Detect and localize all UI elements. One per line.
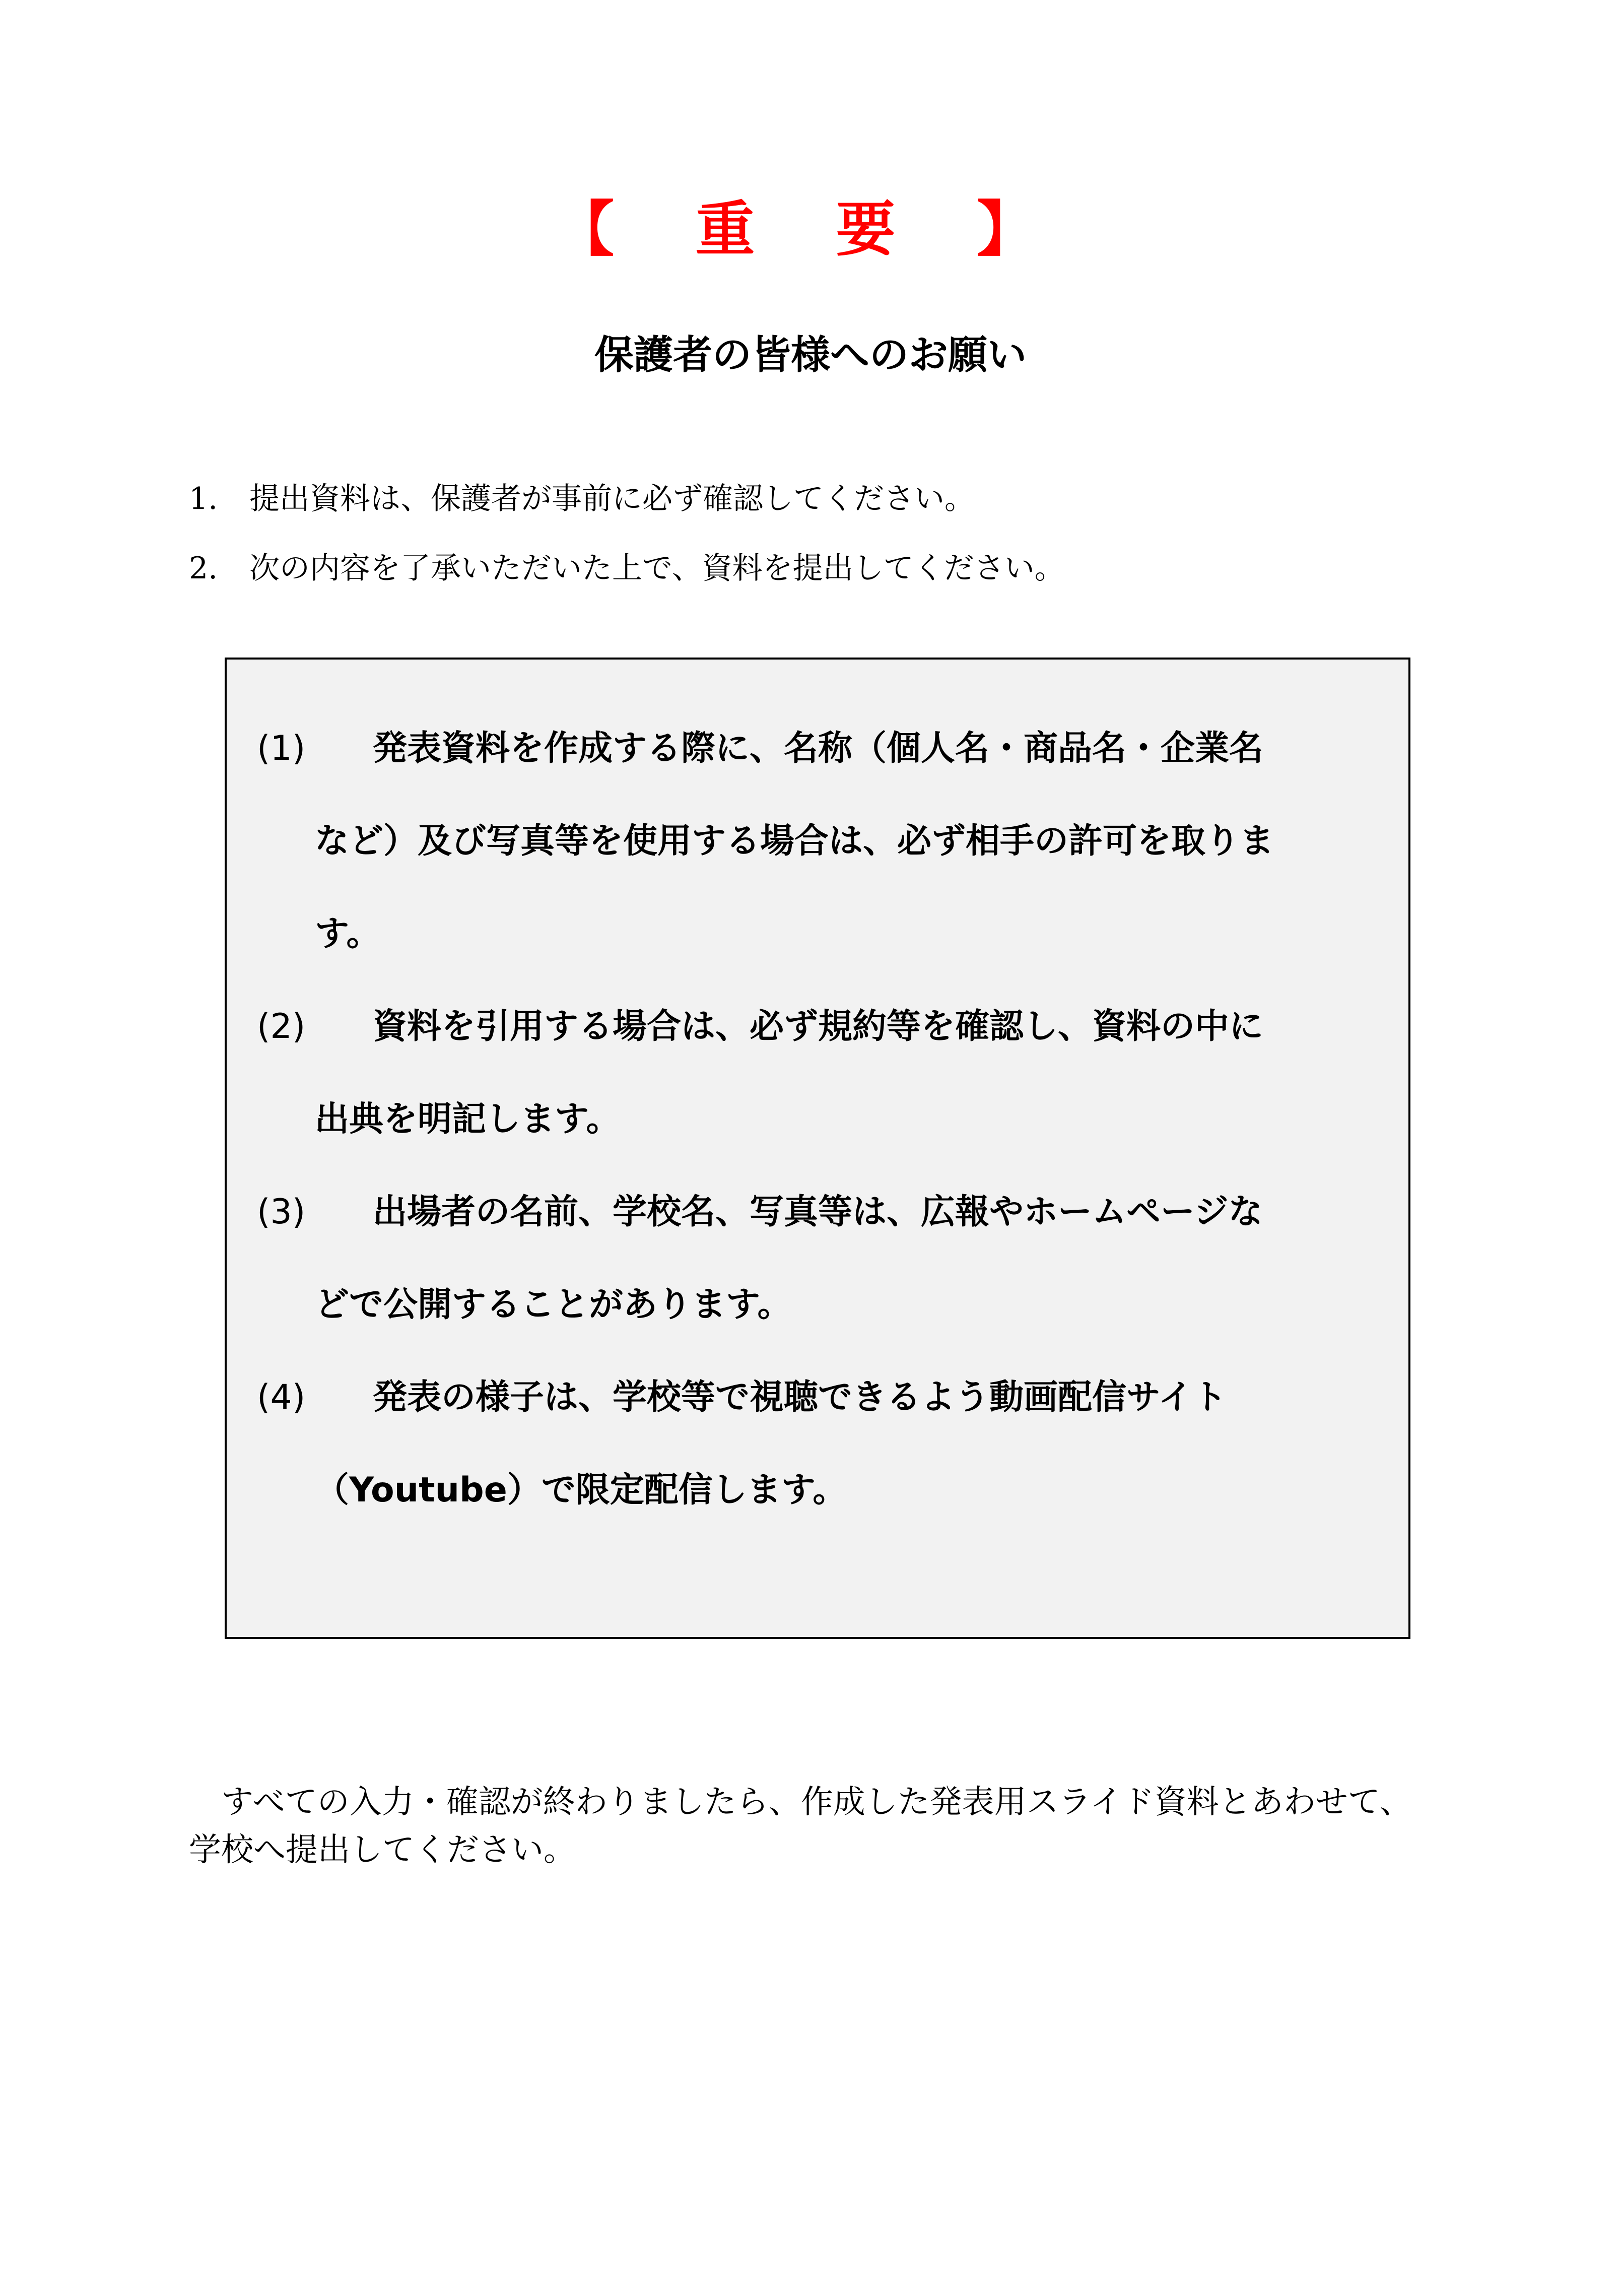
numbered-list	[189, 479, 1499, 618]
item-text: 提出資料は、保護者が事前に必ず確認してください。	[249, 481, 975, 516]
notice-box	[225, 658, 1410, 1639]
notice-text: す。	[315, 914, 381, 954]
notice-line	[257, 1189, 1385, 1281]
notice-line	[257, 725, 1385, 818]
notice-text: （Youtube）で限定配信します。	[315, 1470, 847, 1510]
item-text: 次の内容を了承いただいた上で、資料を提出してください。	[249, 551, 1065, 586]
notice-item-4	[257, 1374, 1385, 1559]
notice-text: 資料を引用する場合は、必ず規約等を確認し、資料の中に	[373, 1007, 1264, 1046]
notice-marker: (3)	[257, 1192, 306, 1232]
notice-marker: (1)	[257, 729, 306, 768]
item-marker: 1.	[189, 481, 218, 516]
footer-note	[189, 1779, 1478, 1874]
page-subtitle: 保護者の皆様へのお願い	[594, 333, 1027, 378]
footer-line: すべての入力・確認が終わりましたら、作成した発表用スライド資料とあわせて、	[221, 1784, 1412, 1821]
notice-line	[257, 818, 1385, 910]
notice-text: どで公開することがあります。	[315, 1285, 792, 1325]
notice-marker: (4)	[257, 1377, 306, 1417]
notice-text: 出典を明記します。	[315, 1099, 621, 1139]
notice-line	[257, 1096, 1385, 1189]
notice-list	[257, 725, 1385, 1559]
item-marker: 2.	[189, 551, 218, 586]
numbered-item-2	[189, 548, 1499, 618]
notice-item-3	[257, 1189, 1385, 1374]
notice-text: 出場者の名前、学校名、写真等は、広報やホームページな	[373, 1192, 1263, 1232]
notice-text: 発表の様子は、学校等で視聴できるよう動画配信サイト	[373, 1377, 1227, 1417]
notice-item-1	[257, 725, 1385, 1003]
notice-text: 発表資料を作成する際に、名称（個人名・商品名・企業名	[373, 729, 1264, 768]
notice-line	[257, 1003, 1385, 1096]
notice-line	[257, 910, 1385, 1003]
page-heading: 【 重 要 】	[555, 194, 1066, 264]
notice-line	[257, 1281, 1385, 1374]
numbered-item-1	[189, 479, 1499, 548]
notice-line	[257, 1467, 1385, 1559]
notice-marker: (2)	[257, 1007, 306, 1046]
notice-text: など）及び写真等を使用する場合は、必ず相手の許可を取りま	[315, 821, 1274, 861]
notice-item-2	[257, 1003, 1385, 1189]
notice-line	[257, 1374, 1385, 1467]
footer-line: 学校へ提出してください。	[189, 1831, 576, 1869]
